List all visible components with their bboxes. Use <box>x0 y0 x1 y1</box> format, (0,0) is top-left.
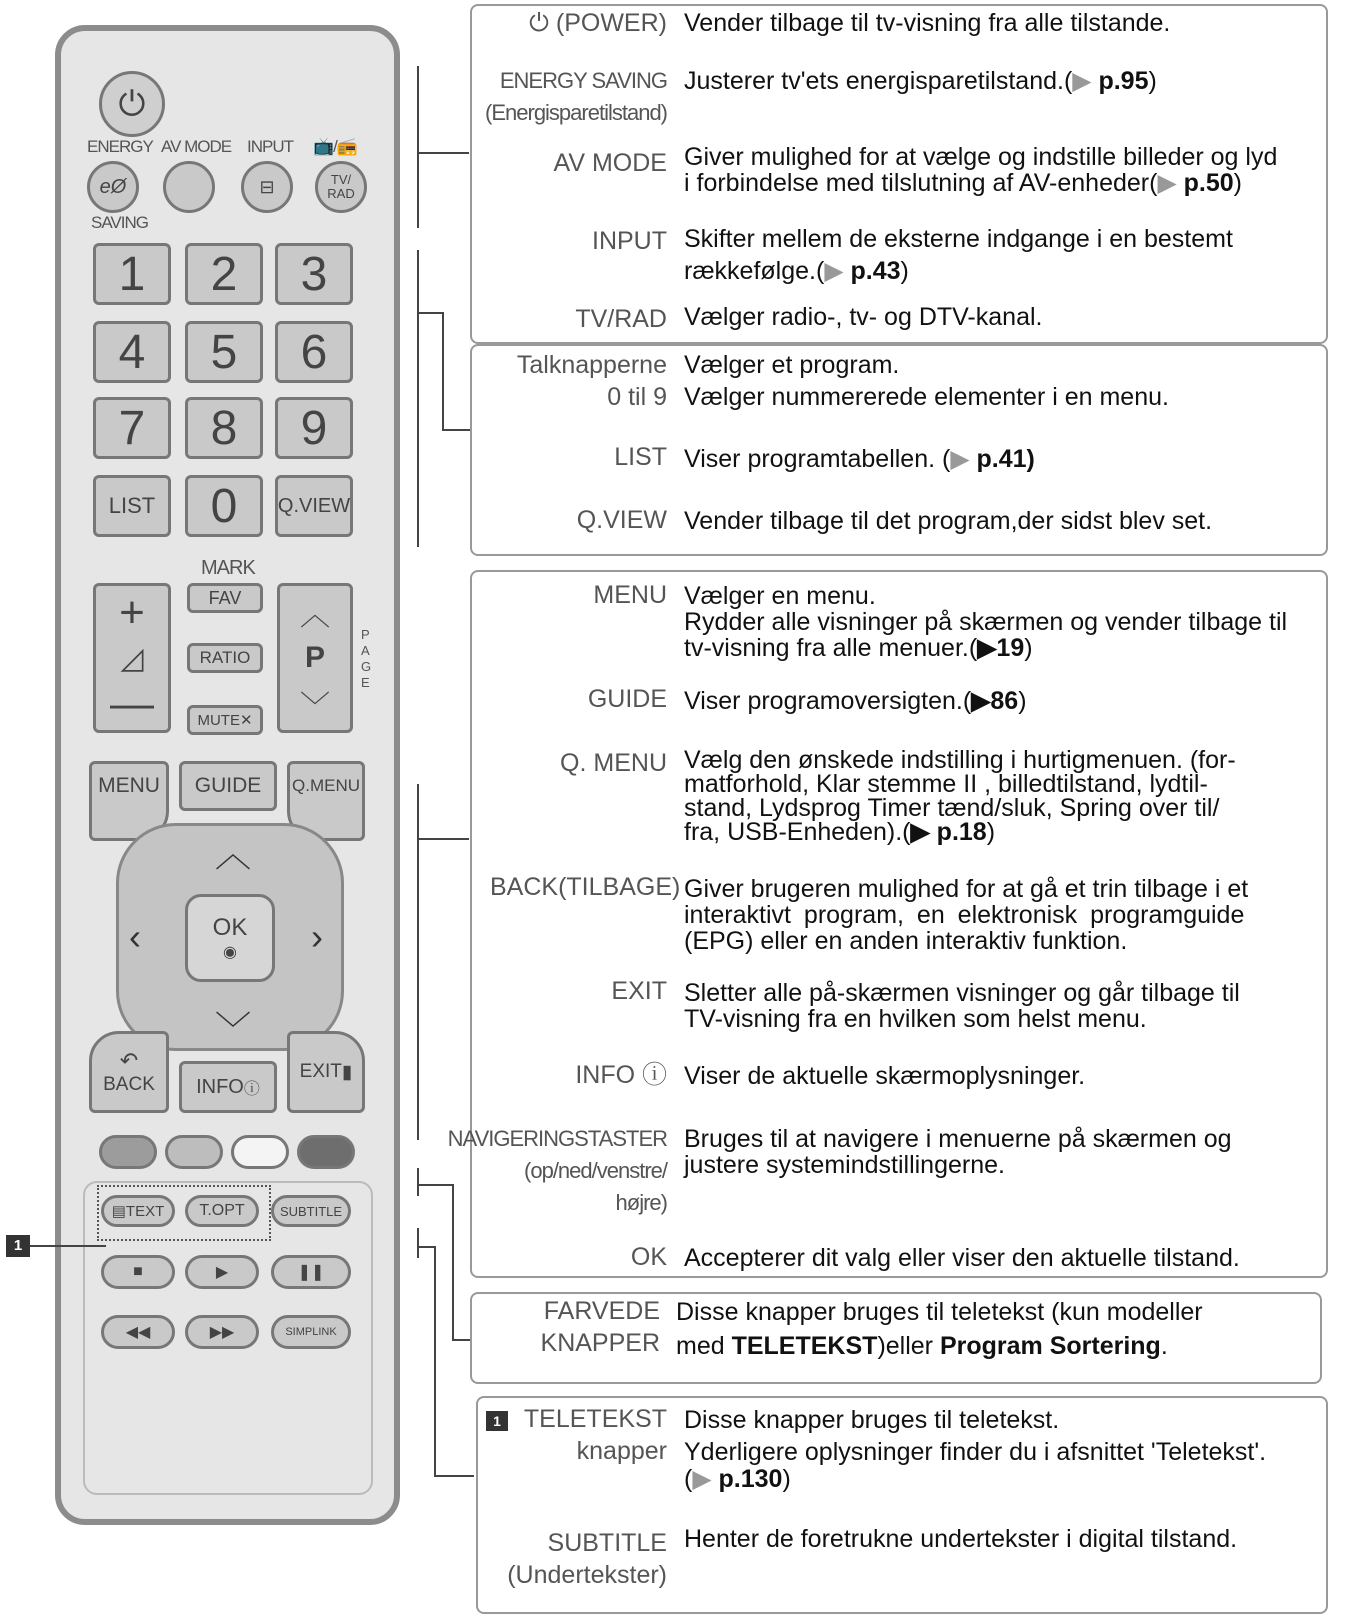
info-label: INFO <box>196 1075 244 1098</box>
text-icon: ▤ <box>111 1203 126 1220</box>
play-icon: ▶ <box>215 1264 229 1281</box>
arrow-down-icon[interactable]: ﹀ <box>215 1009 252 1050</box>
red-button[interactable] <box>99 1135 157 1169</box>
info-desc: Viser de aktuelle skærmoplysninger. <box>684 1062 1086 1090</box>
bracket-5-link-c <box>434 1475 474 1477</box>
arrow-right-icon[interactable]: › <box>311 916 323 957</box>
mute-icon: ✕ <box>239 712 253 729</box>
numbers-desc-1: Vælger et program. <box>684 351 900 379</box>
qview-term: Q.VIEW <box>576 506 667 534</box>
qview-button[interactable]: Q.VIEW <box>275 475 353 537</box>
energy-term-sub: (Energisparetilstand) <box>485 100 667 125</box>
qmenu-term: Q. MENU <box>560 749 667 777</box>
power-desc: Vender tilbage til tv-visning fra alle tilstande. <box>684 9 1171 37</box>
plus-icon: + <box>119 587 145 637</box>
blue-button[interactable] <box>297 1135 355 1169</box>
color-term-2: KNAPPER <box>540 1329 660 1357</box>
number-0-button[interactable]: 0 <box>185 475 263 537</box>
teletext-term: TELETEKST <box>523 1405 667 1433</box>
back-desc-2: interaktivt program, en elektronisk programguide <box>684 901 1245 929</box>
bracket-3-link <box>417 838 469 840</box>
avmode-desc-1: Giver mulighed for at vælge og indstille billeder og lyd <box>684 143 1278 171</box>
subtitle-button[interactable]: SUBTITLE <box>271 1195 351 1227</box>
energy-label: ENERGY <box>87 137 153 156</box>
back-label: BACK <box>103 1074 155 1095</box>
power-term: ⏻ (POWER) <box>529 9 667 37</box>
volume-icon: ◿ <box>120 641 144 675</box>
avmode-desc-2: i forbindelse med tilslutning af AV-enheder(▶ p.50) <box>684 169 1242 197</box>
power-button[interactable]: ⏻ <box>99 71 165 137</box>
stop-icon: ■ <box>133 1263 143 1280</box>
yellow-button[interactable] <box>231 1135 289 1169</box>
teletext-badge: 1 <box>486 1411 508 1431</box>
menu-button[interactable]: MENU <box>89 761 169 841</box>
mute-label: MUTE <box>197 711 240 729</box>
menu-desc-1: Vælger en menu. <box>684 582 876 610</box>
color-desc-2: med TELETEKST)eller Program Sortering. <box>676 1332 1168 1360</box>
mute-button[interactable] <box>187 705 263 735</box>
bracket-2-link-a <box>417 312 443 314</box>
ok-label: OK <box>212 914 248 941</box>
remote-control <box>55 25 400 1525</box>
back-button[interactable] <box>89 1031 169 1113</box>
number-7-button[interactable]: 7 <box>93 397 171 459</box>
nav-desc-2: justere systemindstillingerne. <box>684 1151 1005 1179</box>
qmenu-desc-3: stand, Lydsprog Timer tænd/sluk, Spring over til/ <box>684 794 1220 822</box>
green-button[interactable] <box>165 1135 223 1169</box>
guide-term: GUIDE <box>587 685 667 713</box>
teletext-desc-2: Yderligere oplysninger finder du i afsnittet 'Teletekst'. <box>684 1438 1267 1466</box>
qmenu-desc-4: fra, USB-Enheden).(▶ p.18) <box>684 818 996 846</box>
nav-term: NAVIGERINGSTASTER <box>447 1126 667 1151</box>
input-term: INPUT <box>592 227 667 255</box>
input-label: INPUT <box>247 137 293 156</box>
back-icon: ↶ <box>119 1048 139 1073</box>
nav-term-sub2: højre) <box>615 1190 667 1215</box>
avmode-term: AV MODE <box>553 149 667 177</box>
bracket-1 <box>417 66 419 228</box>
topt-button[interactable]: T.OPT <box>185 1195 259 1227</box>
number-8-button[interactable]: 8 <box>185 397 263 459</box>
bracket-2-link-c <box>442 429 470 431</box>
power-icon: ⏻ <box>529 9 556 37</box>
bracket-2-link-b <box>442 312 444 430</box>
input-button[interactable] <box>241 161 293 213</box>
fast-forward-icon: ▶▶ <box>209 1324 235 1341</box>
color-term-1: FARVEDE <box>543 1297 660 1325</box>
input-desc-2: rækkefølge.(▶ p.43) <box>684 257 909 285</box>
nav-desc-1: Bruges til at navigere i menuerne på skærmen og <box>684 1125 1232 1153</box>
saving-label: SAVING <box>91 213 148 232</box>
exit-icon: ▮ <box>341 1061 353 1083</box>
mark-label: MARK <box>201 557 255 579</box>
volume-rocker[interactable] <box>93 583 171 733</box>
list-desc: Viser programtabellen. (▶ p.41) <box>684 445 1035 473</box>
back-term: BACK(TILBAGE) <box>490 873 681 901</box>
qmenu-button[interactable]: Q.MENU <box>287 761 365 841</box>
ok-button[interactable] <box>185 894 275 982</box>
energy-term: ENERGY SAVING <box>499 68 667 93</box>
teletext-term-sub: knapper <box>576 1437 667 1465</box>
simplink-button[interactable]: SIMPLINK <box>271 1315 351 1349</box>
program-rocker[interactable] <box>277 583 353 733</box>
p-label: P <box>304 640 325 674</box>
ratio-button[interactable]: RATIO <box>187 643 263 673</box>
teletext-desc-1: Disse knapper bruges til teletekst. <box>684 1406 1060 1434</box>
numbers-term: Talknapperne <box>516 351 667 379</box>
bracket-5-link-b <box>434 1246 436 1476</box>
bracket-4 <box>417 1168 419 1196</box>
guide-button[interactable]: GUIDE <box>179 761 277 811</box>
info-term: INFO ⓘ <box>575 1061 667 1089</box>
energy-saving-button[interactable]: eØ <box>87 161 139 213</box>
number-6-button[interactable]: 6 <box>275 321 353 383</box>
info-circle-icon: ⓘ <box>641 1061 667 1089</box>
number-9-button[interactable]: 9 <box>275 397 353 459</box>
qview-desc: Vender tilbage til det program,der sidst blev set. <box>684 507 1213 535</box>
text-label: TEXT <box>125 1202 165 1220</box>
chevron-down-icon: ﹀ <box>300 691 330 725</box>
nav-term-sub: (op/ned/venstre/ <box>524 1158 667 1183</box>
bracket-4-link-b <box>452 1184 454 1340</box>
number-4-button[interactable]: 4 <box>93 321 171 383</box>
qmenu-desc-1: Vælg den ønskede indstilling i hurtigmenuen. (for- <box>684 746 1236 774</box>
energy-desc: Justerer tv'ets energisparetilstand.(▶ p.95) <box>684 67 1157 95</box>
callout-badge: 1 <box>6 1235 30 1257</box>
avmode-label: AV MODE <box>161 137 232 156</box>
callout-line <box>30 1245 106 1247</box>
exit-label: EXIT <box>299 1061 342 1082</box>
number-3-button[interactable]: 3 <box>275 243 353 305</box>
exit-desc-2: TV-visning fra en hvilken som helst menu. <box>684 1005 1147 1033</box>
exit-term: EXIT <box>611 977 667 1005</box>
bracket-1-link <box>417 152 469 154</box>
numbers-desc-2: Vælger nummererede elementer i en menu. <box>684 383 1169 411</box>
bracket-2 <box>417 250 419 547</box>
tvrad-desc: Vælger radio-, tv- og DTV-kanal. <box>684 303 1043 331</box>
tvrad-term: TV/RAD <box>575 305 667 333</box>
number-2-button[interactable]: 2 <box>185 243 263 305</box>
input-icon: ⊟ <box>259 176 275 197</box>
info-icon: ⓘ <box>243 1080 260 1098</box>
arrow-up-icon[interactable]: ︿ <box>215 833 252 874</box>
bracket-4-link-c <box>452 1339 470 1341</box>
lower-panel-outline <box>83 1181 373 1495</box>
av-mode-button[interactable] <box>163 161 215 213</box>
ok-dot-icon: ◉ <box>223 944 237 961</box>
color-desc-1: Disse knapper bruges til teletekst (kun modeller <box>676 1298 1203 1326</box>
pause-icon: ❚❚ <box>297 1264 325 1281</box>
menu-desc-3: tv-visning fra alle menuer.(▶19) <box>684 634 1033 662</box>
navigation-pad[interactable] <box>116 823 344 1051</box>
exit-desc-1: Sletter alle på-skærmen visninger og går tilbage til <box>684 979 1240 1007</box>
qmenu-desc-2: matforhold, Klar stemme II , billedtilstand, lydtil- <box>684 770 1208 798</box>
subtitle-term: SUBTITLE <box>547 1529 667 1557</box>
list-button[interactable]: LIST <box>93 475 171 537</box>
tv-rad-button[interactable]: TV/ RAD <box>315 161 367 213</box>
menu-desc-2: Rydder alle visninger på skærmen og vender tilbage til <box>684 608 1288 636</box>
back-desc-3: (EPG) eller en anden interaktiv funktion. <box>684 927 1128 955</box>
subtitle-desc: Henter de foretrukne undertekster i digital tilstand. <box>684 1525 1238 1553</box>
arrow-left-icon[interactable]: ‹ <box>129 916 141 957</box>
numbers-term-sub: 0 til 9 <box>607 383 667 411</box>
minus-icon: — <box>110 678 154 728</box>
number-1-button[interactable]: 1 <box>93 243 171 305</box>
bracket-4-link-a <box>417 1184 453 1186</box>
fav-button[interactable]: FAV <box>187 583 263 613</box>
exit-button[interactable] <box>287 1031 365 1113</box>
bracket-5-link-a <box>417 1246 435 1248</box>
tvrad-label: 📺/📻 <box>313 137 358 156</box>
input-desc-1: Skifter mellem de eksterne indgange i en bestemt <box>684 225 1233 253</box>
ok-desc: Accepterer dit valg eller viser den aktuelle tilstand. <box>684 1244 1240 1272</box>
teletext-desc-3: (▶ p.130) <box>684 1465 791 1493</box>
list-term: LIST <box>614 443 667 471</box>
page-label: PAGE <box>361 627 371 690</box>
chevron-up-icon: ︿ <box>300 598 330 632</box>
number-5-button[interactable]: 5 <box>185 321 263 383</box>
bracket-5 <box>417 1228 419 1258</box>
ok-term: OK <box>630 1243 667 1271</box>
guide-desc: Viser programoversigten.(▶86) <box>684 687 1027 715</box>
menu-term: MENU <box>593 581 667 609</box>
back-desc-1: Giver brugeren mulighed for at gå et trin tilbage i et <box>684 875 1249 903</box>
subtitle-term-sub: (Undertekster) <box>507 1561 667 1589</box>
info-button[interactable] <box>179 1061 277 1113</box>
rewind-icon: ◀◀ <box>125 1324 151 1341</box>
